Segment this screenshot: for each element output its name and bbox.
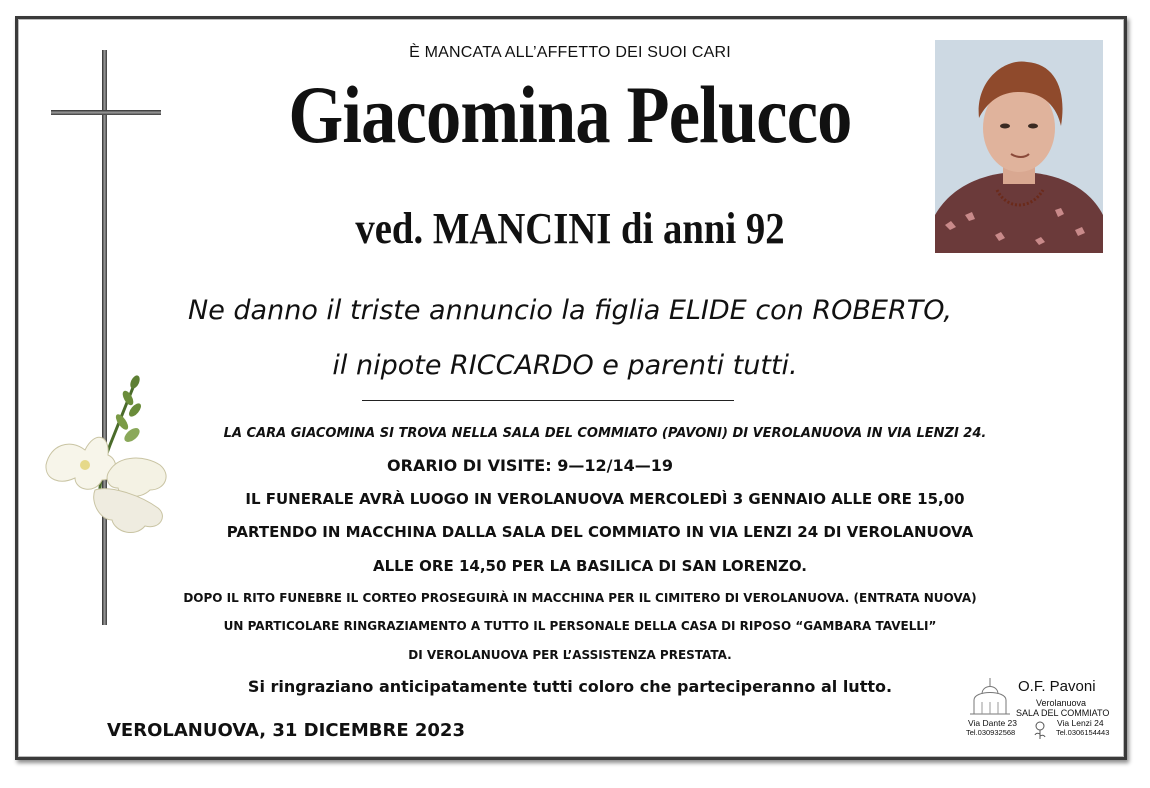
- rose-icon: [1032, 720, 1048, 740]
- announcement-line-2: il nipote RICCARDO e parenti tutti.: [332, 350, 798, 381]
- intro-text: È MANCATA ALL’AFFETTO DEI SUOI CARI: [409, 44, 731, 61]
- agency-phone-right: Tel.0306154443: [1056, 728, 1110, 737]
- agency-hall: SALA DEL COMMIATO: [1016, 708, 1110, 718]
- detail-line-8: DI VEROLANUOVA PER L’ASSISTENZA PRESTATA.: [408, 648, 732, 662]
- portrait-photo: [935, 40, 1103, 253]
- agency-name: O.F. Pavoni: [1018, 678, 1096, 695]
- thanks-text: Si ringraziano anticipatamente tutti coloro che parteciperanno al lutto.: [247, 677, 893, 696]
- cross-icon: [40, 50, 180, 630]
- detail-line-6: DOPO IL RITO FUNEBRE IL CORTEO PROSEGUIRÀ IN MACCHINA PER IL CIMITERO DI VEROLANUOVA. (ENTRATA NUOVA): [183, 591, 977, 605]
- dome-church-icon: [968, 676, 1012, 716]
- agency-city: Verolanuova: [1036, 698, 1087, 708]
- divider: [362, 400, 734, 401]
- detail-line-3: IL FUNERALE AVRÀ LUOGO IN VEROLANUOVA MERCOLEDÌ 3 GENNAIO ALLE ORE 15,00: [245, 490, 965, 508]
- deceased-name: Giacomina Pelucco: [288, 69, 852, 160]
- agency-phone-left: Tel.030932568: [966, 728, 1016, 737]
- announcement-line-1: Ne danno il triste annuncio la figlia ELIDE con ROBERTO,: [188, 295, 952, 326]
- portrait-image: [935, 40, 1103, 253]
- detail-line-2: ORARIO DI VISITE: 9—12/14—19: [387, 456, 673, 475]
- detail-line-7: UN PARTICOLARE RINGRAZIAMENTO A TUTTO IL PERSONALE DELLA CASA DI RIPOSO “GAMBARA TAVELLI”: [223, 619, 937, 633]
- agency-address-right: Via Lenzi 24: [1057, 718, 1104, 728]
- agency-address-left: Via Dante 23: [968, 718, 1017, 728]
- agency-block: [960, 676, 1110, 742]
- place-date: VEROLANUOVA, 31 DICEMBRE 2023: [107, 720, 465, 741]
- detail-line-1: LA CARA GIACOMINA SI TROVA NELLA SALA DEL COMMIATO (PAVONI) DI VEROLANUOVA IN VIA LENZI 24.: [223, 426, 987, 441]
- detail-line-4: PARTENDO IN MACCHINA DALLA SALA DEL COMMIATO IN VIA LENZI 24 DI VEROLANUOVA: [226, 523, 974, 541]
- detail-line-5: ALLE ORE 14,50 PER LA BASILICA DI SAN LORENZO.: [372, 557, 807, 575]
- deceased-subtitle: ved. MANCINI di anni 92: [355, 204, 785, 253]
